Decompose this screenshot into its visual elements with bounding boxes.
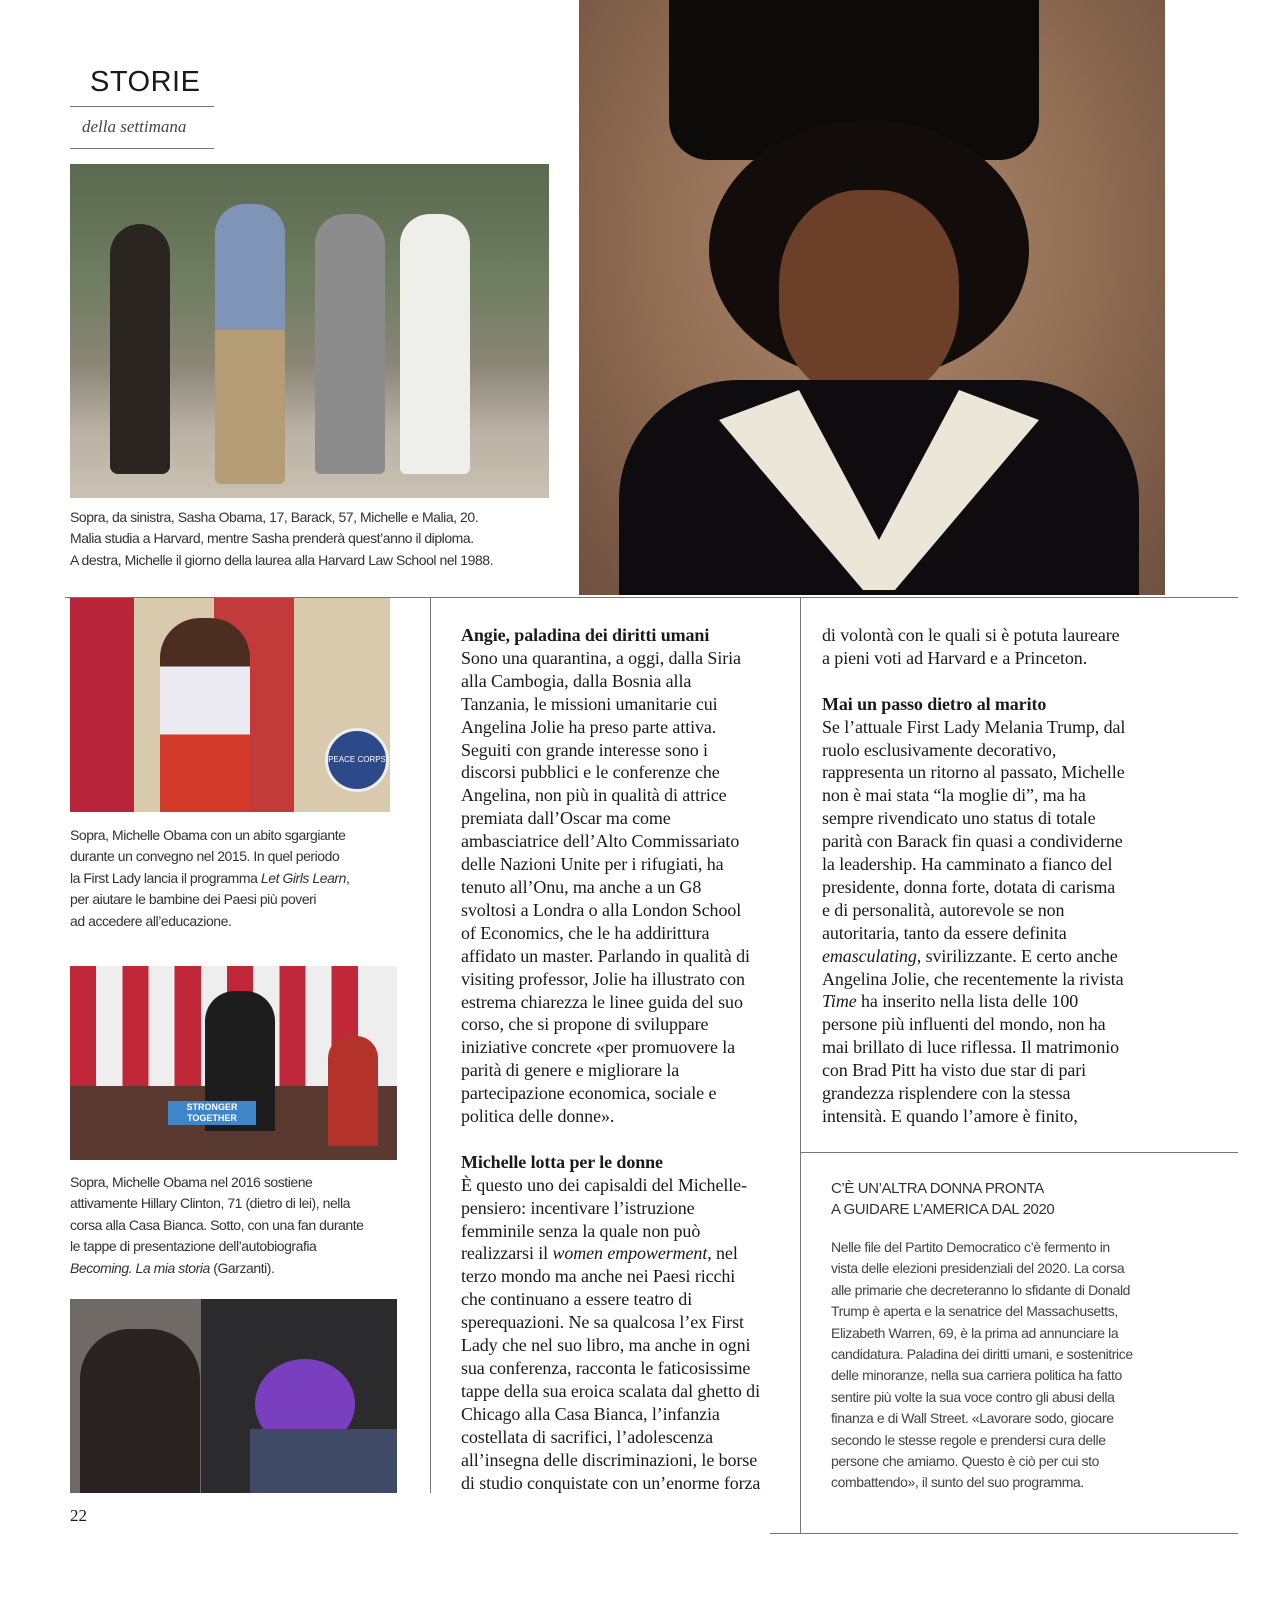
text-line: Lady che nel suo libro, ma anche in ogni	[461, 1335, 751, 1356]
text-line: femminile senza la quale non può	[461, 1220, 701, 1241]
text-line: mai brillato di luce riflessa. Il matrimonio	[822, 1037, 1120, 1058]
divider	[770, 1533, 1238, 1534]
text-line: affidato un master. Parlando in qualità di	[461, 945, 750, 966]
text-line: persone più influenti del mondo, non ha	[822, 1014, 1106, 1035]
text-line: per aiutare le bambine dei Paesi più poveri	[70, 891, 317, 908]
text-line: svoltosi a Londra o alla London School	[461, 899, 742, 920]
text-line: pensiero: incentivare l’istruzione	[461, 1197, 695, 1218]
subheading: Angie, paladina dei diritti umani	[461, 625, 710, 645]
divider	[70, 148, 214, 149]
photo-michelle-peace-corps	[70, 598, 390, 812]
text-line: partecipazione economica, sociale e	[461, 1083, 717, 1104]
text-line: delle minoranze, nella sua carriera politica ha fatto	[831, 1367, 1122, 1384]
text-line: con Brad Pitt ha visto due star di pari	[822, 1060, 1087, 1081]
text-line: Sono una quarantina, a oggi, dalla Siria	[461, 647, 741, 668]
text-line: terzo mondo ma anche nei Paesi ricchi	[461, 1266, 736, 1287]
text-line: sua conferenza, racconta le faticosissime	[461, 1357, 751, 1378]
text-line: tenuto all’Onu, ma anche a un G8	[461, 876, 702, 897]
sidebar-body	[831, 1237, 1133, 1494]
text-line: visiting professor, Jolie ha illustrato con	[461, 968, 745, 989]
photo-michelle-book-signing	[70, 1299, 397, 1493]
text-line: Se l’attuale First Lady Melania Trump, dal	[822, 716, 1126, 737]
text-line: Sopra, Michelle Obama con un abito sgargiante	[70, 827, 346, 843]
text-line: politica delle donne».	[461, 1106, 615, 1127]
text-line: È questo uno dei capisaldi del Michelle-	[461, 1174, 747, 1195]
text-line: Becoming. La mia storia (Garzanti).	[70, 1259, 275, 1276]
text-line: Seguiti con grande interesse sono i	[461, 739, 708, 760]
caption-top	[70, 507, 493, 571]
text-line: ambasciatrice dell’Alto Commissariato	[461, 831, 740, 852]
text-line: e di personalità, autorevole se non	[822, 899, 1065, 920]
text-line: all’insegna delle discriminazioni, le borse	[461, 1449, 758, 1470]
text-line: corso, che si propone di sviluppare	[461, 1014, 709, 1035]
text-line: durante un convegno nel 2015. In quel periodo	[70, 848, 340, 865]
text-line: a pieni voti ad Harvard e a Princeton.	[822, 647, 1088, 668]
text-line: A destra, Michelle il giorno della laurea alla Harvard Law School nel 1988.	[70, 551, 494, 568]
text-line: rappresenta un ritorno al passato, Michelle	[822, 762, 1125, 783]
text-line: costellata di sacrifici, l’adolescenza	[461, 1426, 714, 1447]
text-line: candidatura. Paladina dei diritti umani, e sostenitrice	[831, 1346, 1133, 1363]
text-line: ad accedere all’educazione.	[70, 912, 232, 929]
text-line: di volontà con le quali si è potuta laureare	[822, 625, 1120, 645]
text-line: iniziative concrete «per promuovere la	[461, 1037, 736, 1058]
caption-lower	[70, 1172, 363, 1279]
text-line: autoritaria, tanto da essere definita	[822, 922, 1067, 943]
text-line: Malia studia a Harvard, mentre Sasha prenderà quest’anno il diploma.	[70, 530, 474, 547]
text-line: emasculating, svirilizzante. E certo anche	[822, 945, 1118, 966]
text-line: parità di genere e migliorare la	[461, 1060, 680, 1081]
text-line: che continuano a essere teatro di	[461, 1289, 693, 1310]
text-line: combattendo», il sunto del suo programma.	[831, 1474, 1084, 1491]
subheading: Michelle lotta per le donne	[461, 1151, 663, 1172]
text-line: alle primarie che decreteranno lo sfidante di Donald	[831, 1281, 1131, 1298]
sidebar-title	[831, 1178, 1054, 1221]
text-line: Chicago alla Casa Bianca, l’infanzia	[461, 1403, 720, 1424]
text-line: sentire più volte la sua voce contro gli abusi della	[831, 1388, 1115, 1405]
text-line: Angelina Jolie ha preso parte attiva.	[461, 716, 717, 737]
text-line: secondo le stesse regole e prendersi cura delle	[831, 1431, 1106, 1448]
podium-sign: STRONGER TOGETHER	[168, 1101, 256, 1125]
paragraph-break	[461, 1128, 760, 1151]
section-subtitle: della settimana	[82, 117, 187, 136]
divider	[800, 1152, 1238, 1153]
article-column-3	[822, 624, 1125, 1128]
text-line: Sopra, da sinistra, Sasha Obama, 17, Barack, 57, Michelle e Malia, 20.	[70, 509, 479, 525]
text-line: attivamente Hillary Clinton, 71 (dietro di lei), nella	[70, 1195, 350, 1212]
text-line: persone che amiamo. Questo è ciò per cui sto	[831, 1453, 1099, 1470]
text-line: Elizabeth Warren, 69, è la prima ad annunciare la	[831, 1324, 1119, 1341]
text-line: presidente, donna forte, dotata di carisma	[822, 876, 1116, 897]
text-line: premiata dall’Oscar ma come	[461, 808, 671, 829]
text-line: finanza e di Wall Street. «Lavorare sodo, giocare	[831, 1410, 1114, 1427]
text-line: A GUIDARE L’AMERICA DAL 2020	[831, 1201, 1055, 1219]
text-line: sperequazioni. Ne sa qualcosa l’ex First	[461, 1312, 744, 1333]
text-line: C’È UN’ALTRA DONNA PRONTA	[831, 1180, 1044, 1197]
text-line: estrema chiarezza le linee guida del suo	[461, 991, 743, 1012]
text-line: Time ha inserito nella lista delle 100	[822, 991, 1079, 1012]
text-line: of Economics, che le ha addirittura	[461, 922, 710, 943]
text-line: non è mai stata “la moglie di”, ma ha	[822, 785, 1086, 806]
text-line: corsa alla Casa Bianca. Sotto, con una fan durante	[70, 1216, 364, 1233]
text-line: di studio conquistate con un’enorme forza	[461, 1472, 761, 1493]
text-line: le tappe di presentazione dell’autobiografia	[70, 1238, 317, 1255]
column-divider	[430, 597, 431, 1493]
page-number: 22	[70, 1506, 87, 1525]
text-line: realizzarsi il women empowerment, nel	[461, 1243, 738, 1264]
divider	[70, 106, 214, 107]
section-title: STORIE	[90, 66, 201, 98]
column-divider	[800, 597, 801, 1533]
text-line: Trump è aperta e la senatrice del Massachusetts,	[831, 1303, 1118, 1320]
peace-corps-badge: PEACE CORPS	[325, 728, 389, 792]
text-line: vista delle elezioni presidenziali del 2020. La corsa	[831, 1260, 1125, 1277]
text-line: Nelle file del Partito Democratico c’è fermento in	[831, 1239, 1110, 1255]
photo-graduation-portrait	[579, 0, 1165, 595]
text-line: intensità. E quando l’amore è finito,	[822, 1106, 1078, 1127]
text-line: la leadership. Ha camminato a fianco del	[822, 854, 1113, 875]
text-line: alla Cambogia, dalla Bosnia alla	[461, 670, 692, 691]
text-line: Angelina, non più in qualità di attrice	[461, 785, 727, 806]
text-line: grandezza risplendere con la stessa	[822, 1083, 1071, 1104]
text-line: Angelina Jolie, che recentemente la rivista	[822, 968, 1124, 989]
caption-middle	[70, 825, 349, 932]
photo-michelle-rally	[70, 966, 397, 1160]
text-line: parità con Barack fin quasi a condividerne	[822, 831, 1123, 852]
text-line: Sopra, Michelle Obama nel 2016 sostiene	[70, 1174, 313, 1190]
text-line: delle Nazioni Unite per i rifugiati, ha	[461, 854, 724, 875]
text-line: sempre rivendicato uno status di totale	[822, 808, 1096, 829]
photo-obama-family-helicopter	[70, 164, 549, 498]
text-line: tappe della sua eroica scalata dal ghetto di	[461, 1380, 760, 1401]
subheading: Mai un passo dietro al marito	[822, 693, 1047, 714]
text-line: Tanzania, le missioni umanitarie cui	[461, 693, 718, 714]
paragraph-break	[822, 670, 1125, 693]
text-line: discorsi pubblici e le conferenze che	[461, 762, 720, 783]
text-line: la First Lady lancia il programma Let Girls Learn,	[70, 869, 350, 886]
article-column-2	[461, 624, 760, 1494]
text-line: ruolo esclusivamente decorativo,	[822, 739, 1057, 760]
